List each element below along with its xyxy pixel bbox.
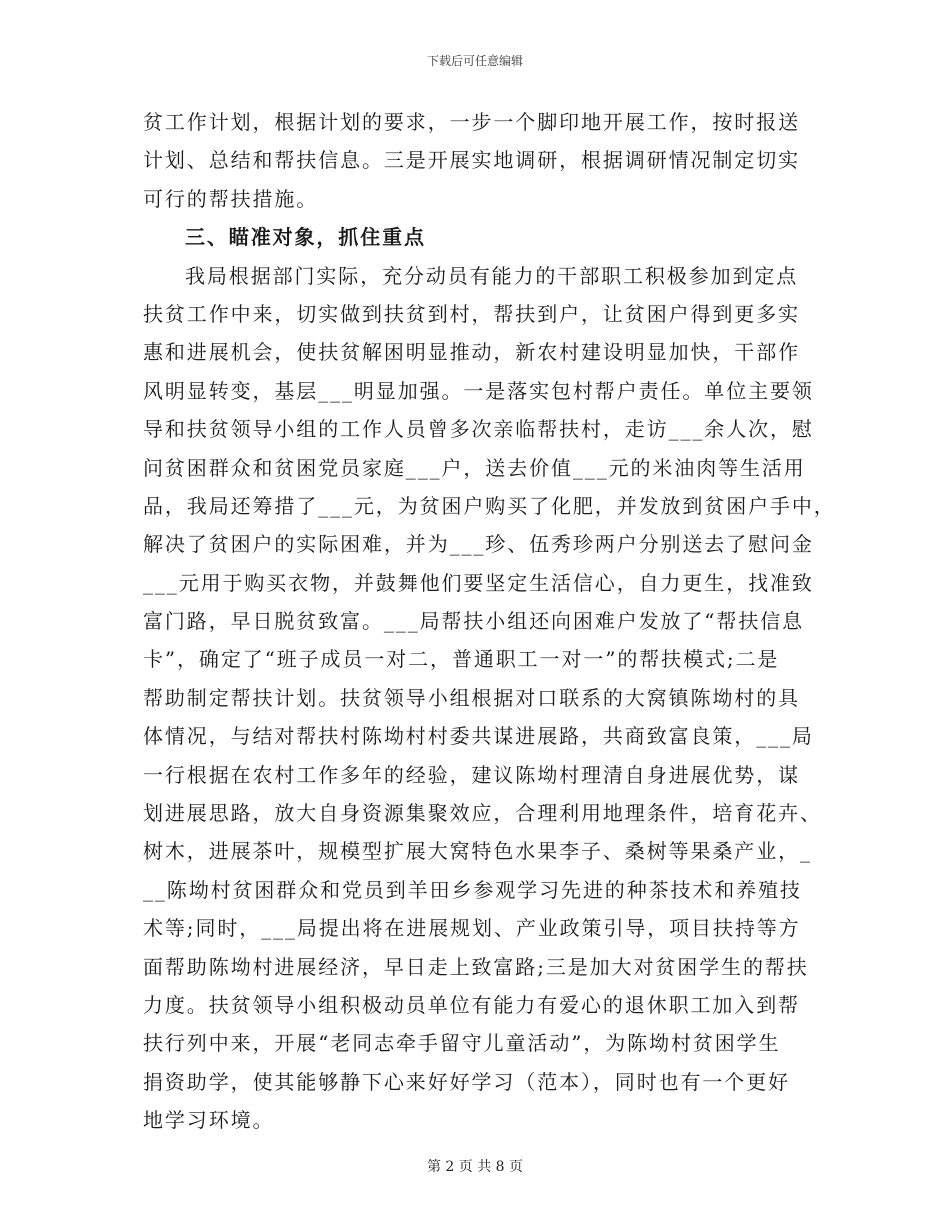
body-line: 惠和进展机会，使扶贫解困明显推动，新农村建设明显加快，干部作 (143, 340, 800, 365)
body-line: 品，我局还筹措了___元，为贫困户购买了化肥，并发放到贫困户手中， (143, 493, 836, 518)
body-line: 卡”，确定了“班子成员一对二，普通职工一对一”的帮扶模式;二是 (143, 647, 780, 672)
page-header: 下载后可任意编辑 (426, 54, 523, 68)
body-line: 帮助制定帮扶计划。扶贫领导小组根据对口联系的大窝镇陈坳村的具 (143, 685, 800, 710)
paragraph-first-line: 我局根据部门实际，充分动员有能力的干部职工积极参加到定点 (185, 263, 799, 288)
body-line: 面帮助陈坳村进展经济，早日走上致富路;三是加大对贫困学生的帮扶 (143, 954, 809, 979)
body-line: 一行根据在农村工作多年的经验，建议陈坳村理清自身进展优势，谋 (143, 762, 800, 787)
body-line: 划进展思路，放大自身资源集聚效应，合理利用地理条件，培育花卉、 (143, 801, 822, 826)
body-line: 扶贫工作中来，切实做到扶贫到村，帮扶到户，让贫困户得到更多实 (143, 301, 800, 326)
body-line: 风明显转变，基层___明显加强。一是落实包村帮户责任。单位主要领 (143, 378, 814, 403)
body-line: 树木，进展茶叶，规模型扩展大窝特色水果李子、桑树等果桑产业，_ (143, 839, 812, 864)
body-line: 贫工作计划，根据计划的要求，一步一个脚印地开展工作，按时报送 (143, 110, 800, 134)
section-heading: 三、瞄准对象，抓住重点 (185, 225, 426, 250)
body-line: 导和扶贫领导小组的工作人员曾多次亲临帮扶村，走访___余人次，慰 (143, 417, 814, 442)
body-line: 计划、总结和帮扶信息。三是开展实地调研，根据调研情况制定切实 (143, 148, 800, 173)
document-body (143, 103, 836, 1140)
body-line: 体情况，与结对帮扶村陈坳村村委共谋进展路，共商致富良策，___局 (143, 724, 814, 749)
body-line: 力度。扶贫领导小组积极动员单位有能力有爱心的退休职工加入到帮 (143, 992, 800, 1017)
body-line: __陈坳村贫困群众和党员到羊田乡参观学习先进的种茶技术和养殖技 (143, 877, 802, 902)
body-line: 术等;同时，___局提出将在进展规划、产业政策引导，项目扶持等方 (143, 916, 801, 941)
body-line: ___元用于购买衣物，并鼓舞他们要坚定生活信心，自力更生，找准致 (143, 570, 814, 595)
body-line: 扶行列中来，开展“老同志牵手留守儿童活动”，为陈坳村贫困学生 (143, 1031, 781, 1056)
body-line: 捐资助学，使其能够静下心来好好学习（范本），同时也有一个更好 (143, 1069, 790, 1094)
body-line: 问贫困群众和贫困党员家庭___户，送去价值___元的米油肉等生活用 (143, 455, 806, 480)
body-line: 地学习环境。 (143, 1108, 275, 1133)
body-line: 解决了贫困户的实际困难，并为___珍、伍秀珍两户分别送去了慰问金 (143, 532, 814, 557)
body-line: 富门路，早日脱贫致富。___局帮扶小组还向困难户发放了“帮扶信息 (143, 609, 805, 634)
page-number-footer: 第 2 页 共 8 页 (426, 1159, 524, 1175)
body-line: 可行的帮扶措施。 (143, 186, 319, 211)
